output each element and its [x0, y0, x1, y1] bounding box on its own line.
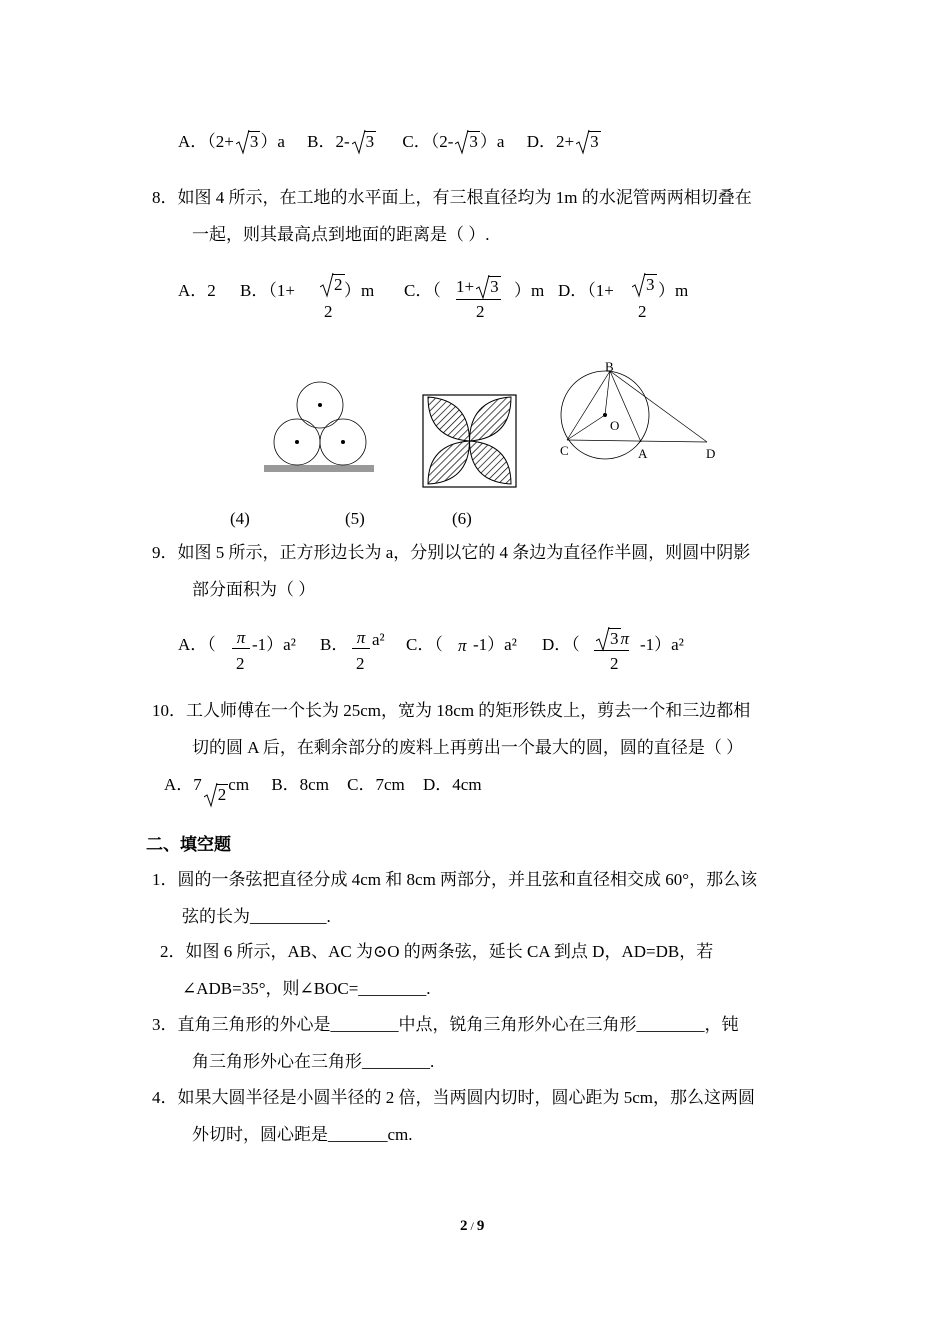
q8-stem-line2: 一起，则其最高点到地面的距离是（ ）.	[192, 225, 490, 244]
figure-5-square-petals	[420, 392, 520, 490]
fill-3-line2: 角三角形外心在三角形________.	[192, 1052, 435, 1071]
sqrt-symbol: 3	[596, 628, 621, 649]
sqrt-symbol: 3	[236, 131, 261, 153]
fill-3-line1: 3．直角三角形的外心是________中点，锐角三角形外心在三角形________，钝	[152, 1015, 739, 1034]
q9-option-d-frac: 3 π	[594, 628, 629, 651]
q9-option-a-suffix: -1）a²	[252, 635, 296, 654]
q9-option-b-suffix: a²	[372, 630, 385, 649]
petal-top-right	[470, 397, 512, 441]
sqrt-symbol: 3	[632, 274, 657, 295]
q7-options	[178, 131, 601, 153]
point-o-label: O	[610, 418, 620, 433]
q9-option-a-frac: π	[232, 628, 250, 649]
q10-stem-line2: 切的圆 A 后，在剩余部分的废料上再剪出一个最大的圆，圆的直径是（ ）	[192, 738, 744, 757]
figure-label-4: (4)	[230, 509, 250, 528]
sqrt-symbol: 2	[204, 784, 229, 806]
sqrt-symbol: 3	[476, 276, 501, 297]
fill-4-line1: 4．如果大圆半径是小圆半径的 2 倍，当两圆内切时，圆心距为 5cm，那么这两圆	[152, 1088, 756, 1107]
q8-option-b-denominator: 2	[324, 302, 333, 321]
q9-option-a: A．（	[178, 635, 216, 654]
point-b-label: B	[605, 359, 614, 374]
q9-option-b: B．	[320, 635, 349, 654]
q8-option-c: C．（	[404, 281, 441, 300]
fill-2-line2: ∠ADB=35°，则∠BOC=________.	[182, 979, 431, 998]
q7-option-c: C．（2- 3 ）a	[402, 132, 505, 151]
q8-option-b-suffix: ）m	[344, 281, 375, 300]
q8-option-d-frac	[630, 274, 657, 295]
q9-option-a-denominator: 2	[236, 654, 245, 673]
page-number: 2 / 9	[460, 1218, 485, 1234]
q9-option-b-denominator: 2	[356, 654, 365, 673]
q9-option-d-denominator: 2	[610, 654, 619, 673]
figure-label-6: (6)	[452, 509, 472, 528]
sqrt-symbol: 2	[320, 274, 345, 295]
fill-4-line2: 外切时，圆心距是_______cm.	[192, 1125, 413, 1144]
point-c-label: C	[560, 443, 569, 458]
q10-options: A．7 2cm B．8cm C．7cm D．4cm	[164, 775, 482, 804]
q10-stem-line1: 10．工人师傅在一个长为 25cm，宽为 18cm 的矩形铁皮上，剪去一个和三边都相	[152, 701, 751, 720]
petal-top-left	[428, 397, 470, 441]
q9-option-d: D．（	[542, 635, 580, 654]
q9-option-d-suffix: -1）a²	[640, 635, 684, 654]
figure-label-5: (5)	[345, 509, 365, 528]
sqrt-symbol: 3	[576, 131, 601, 153]
sqrt-symbol: 3	[352, 131, 377, 153]
q10-option-d: D．4cm	[423, 775, 482, 794]
q8-option-c-suffix: ）m	[514, 281, 545, 300]
q8-stem-line1: 8．如图 4 所示，在工地的水平面上，有三根直径均为 1m 的水泥管两两相切叠在	[152, 188, 752, 207]
petal-bottom-right	[470, 441, 512, 484]
q7-option-b: B．2- 3	[307, 132, 375, 151]
petal-bottom-left	[428, 441, 470, 484]
q8-option-d-denominator: 2	[638, 302, 647, 321]
figure-4-pipes	[260, 380, 376, 476]
section-heading: 二、填空题	[146, 835, 231, 854]
q7-option-d: D．2+ 3	[526, 132, 599, 151]
q8-option-b: B．（1+	[240, 281, 295, 300]
q8-option-c-denominator: 2	[476, 302, 485, 321]
ground-bar	[264, 465, 374, 472]
q9-stem-line1: 9．如图 5 所示，正方形边长为 a，分别以它的 4 条边为直径作半圆，则圆中阴影	[152, 543, 751, 562]
q8-option-d-suffix: ）m	[658, 281, 689, 300]
fill-1-line2: 弦的长为_________.	[182, 907, 331, 926]
point-d-label: D	[706, 446, 716, 461]
q10-option-b: B．8cm	[271, 775, 329, 794]
figure-6-circle-chords	[555, 355, 725, 465]
q9-stem-line2: 部分面积为（ ）	[192, 580, 316, 599]
q8-option-b-frac	[318, 274, 345, 295]
q7-option-a: A．（2+ 3 ）a	[178, 132, 285, 151]
fill-2-line1: 2．如图 6 所示，AB、AC 为⊙O 的两条弦，延长 CA 到点 D，AD=DB，若	[160, 942, 714, 961]
q9-option-c: C．（	[406, 635, 443, 654]
q9-option-c-suffix: -1）a²	[473, 635, 517, 654]
point-a-label: A	[638, 446, 648, 461]
q8-option-d: D．（1+	[558, 281, 614, 300]
q9-option-b-frac: π	[352, 628, 370, 649]
q10-option-a: A．7	[164, 775, 202, 794]
q9-option-c-pi: π	[458, 636, 467, 655]
fill-1-line1: 1．圆的一条弦把直径分成 4cm 和 8cm 两部分，并且弦和直径相交成 60°，那么该	[152, 870, 758, 889]
q8-option-a: A．2	[178, 281, 216, 300]
q8-option-c-num: 1+ 3	[456, 276, 501, 300]
q10-option-c: C．7cm	[347, 775, 405, 794]
sqrt-symbol: 3	[455, 131, 480, 153]
